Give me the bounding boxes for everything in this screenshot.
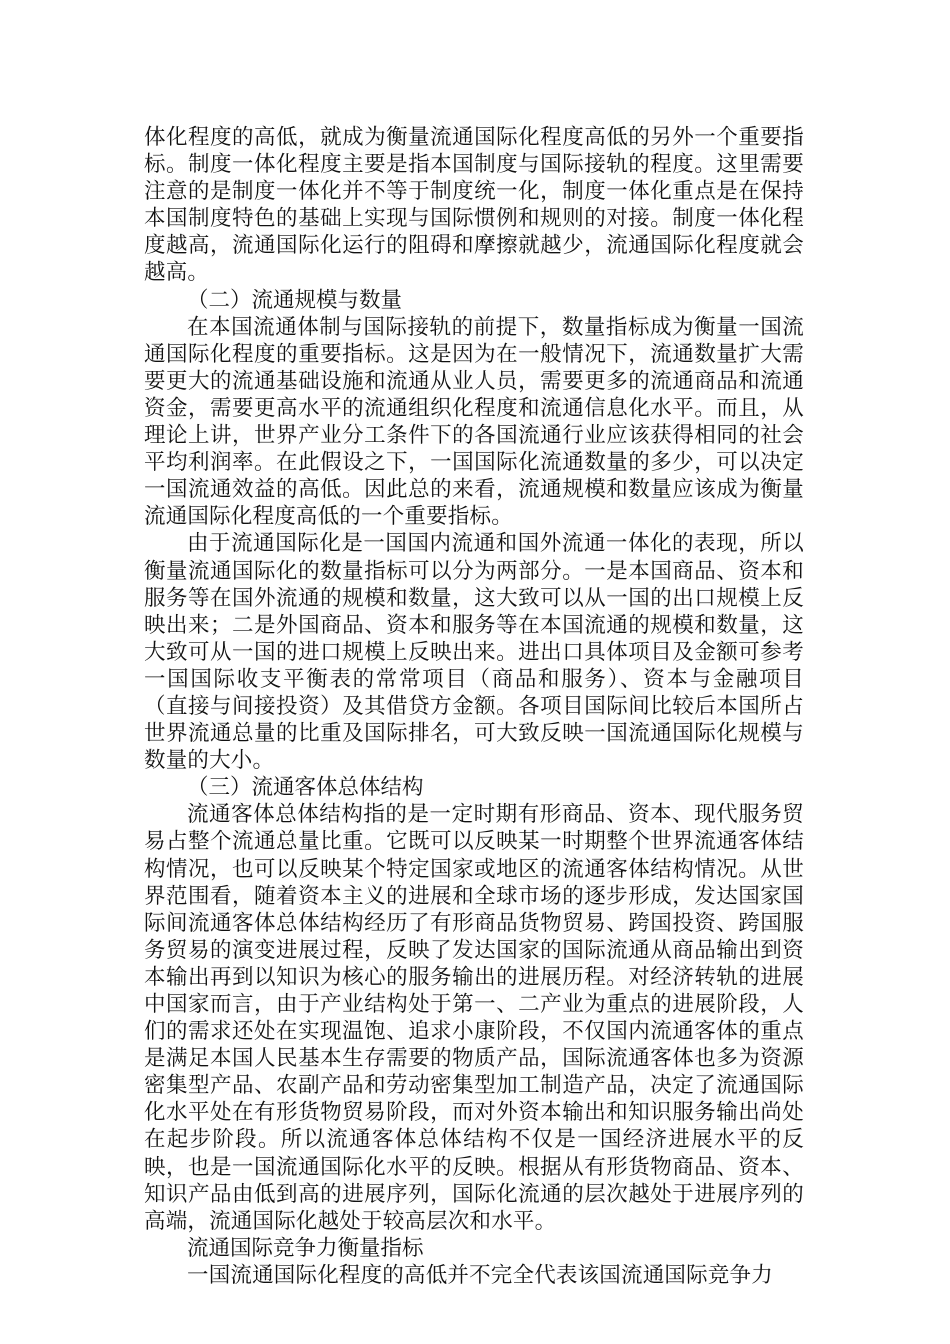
document-body: [144, 124, 804, 1289]
paragraph-quantity-indicator: 在本国流通体制与国际接轨的前提下，数量指标成为衡量一国流通国际化程度的重要指标。这是因为在一般情况下，流通数量扩大需要更大的流通基础设施和流通从业人员，需要更多的流通商品和流通资金，需要更高水平的流通组织化程度和流通信息化水平。而且，从理论上讲，世界产业分工条件下的各国流通行业应该获得相同的社会平均利润率。在此假设之下，一国国际化流通数量的多少，可以决定一国流通效益的高低。因此总的来看，流通规模和数量应该成为衡量流通国际化程度高低的一个重要指标。: [144, 314, 804, 530]
paragraph-competitiveness: 一国流通国际化程度的高低并不完全代表该国流通国际竞争力: [187, 1262, 773, 1288]
section-heading-competitiveness: 流通国际竞争力衡量指标: [187, 1235, 424, 1261]
section-heading-object-structure: （三）流通客体总体结构: [187, 775, 424, 801]
section-heading-scale-quantity: （二）流通规模与数量: [187, 287, 403, 313]
paragraph-two-parts: 由于流通国际化是一国国内流通和国外流通一体化的表现，所以衡量流通国际化的数量指标可以分为两部分。一是本国商品、资本和服务等在国外流通的规模和数量，这大致可以从一国的出口规模上反映出来；二是外国商品、资本和服务等在本国流通的规模和数量，这大致可从一国的进口规模上反映出来。进出口具体项目及金额可参考一国国际收支平衡表的常常项目（商品和服务）、资本与金融项目（直接与间接投资）及其借贷方金额。各项目国际间比较后本国所占世界流通总量的比重及国际排名，可大致反映一国流通国际化规模与数量的大小。: [144, 531, 804, 774]
paragraph-object-structure: 流通客体总体结构指的是一定时期有形商品、资本、现代服务贸易占整个流通总量比重。它既可以反映某一时期整个世界流通客体结构情况，也可以反映某个特定国家或地区的流通客体结构情况。从世界范围看，随着资本主义的进展和全球市场的逐步形成，发达国家国际间流通客体总体结构经历了有形商品货物贸易、跨国投资、跨国服务贸易的演变进展过程，反映了发达国家的国际流通从商品输出到资本输出再到以知识为核心的服务输出的进展历程。对经济转轨的进展中国家而言，由于产业结构处于第一、二产业为重点的进展阶段，人们的需求还处在实现温饱、追求小康阶段，不仅国内流通客体的重点是满足本国人民基本生存需要的物质产品，国际流通客体也多为资源密集型产品、农副产品和劳动密集型加工制造产品，决定了流通国际化水平处在有形货物贸易阶段，而对外资本输出和知识服务输出尚处在起步阶段。所以流通客体总体结构不仅是一国经济进展水平的反映，也是一国流通国际化水平的反映。根据从有形货物商品、资本、知识产品由低到高的进展序列，国际化流通的层次越处于进展序列的高端，流通国际化越处于较高层次和水平。: [144, 802, 804, 1234]
paragraph-institution-integration: 体化程度的高低，就成为衡量流通国际化程度高低的另外一个重要指标。制度一体化程度主要是指本国制度与国际接轨的程度。这里需要注意的是制度一体化并不等于制度统一化，制度一体化重点是在保持本国制度特色的基础上实现与国际惯例和规则的对接。制度一体化程度越高，流通国际化运行的阻碍和摩擦就越少，流通国际化程度就会越高。: [144, 125, 804, 286]
